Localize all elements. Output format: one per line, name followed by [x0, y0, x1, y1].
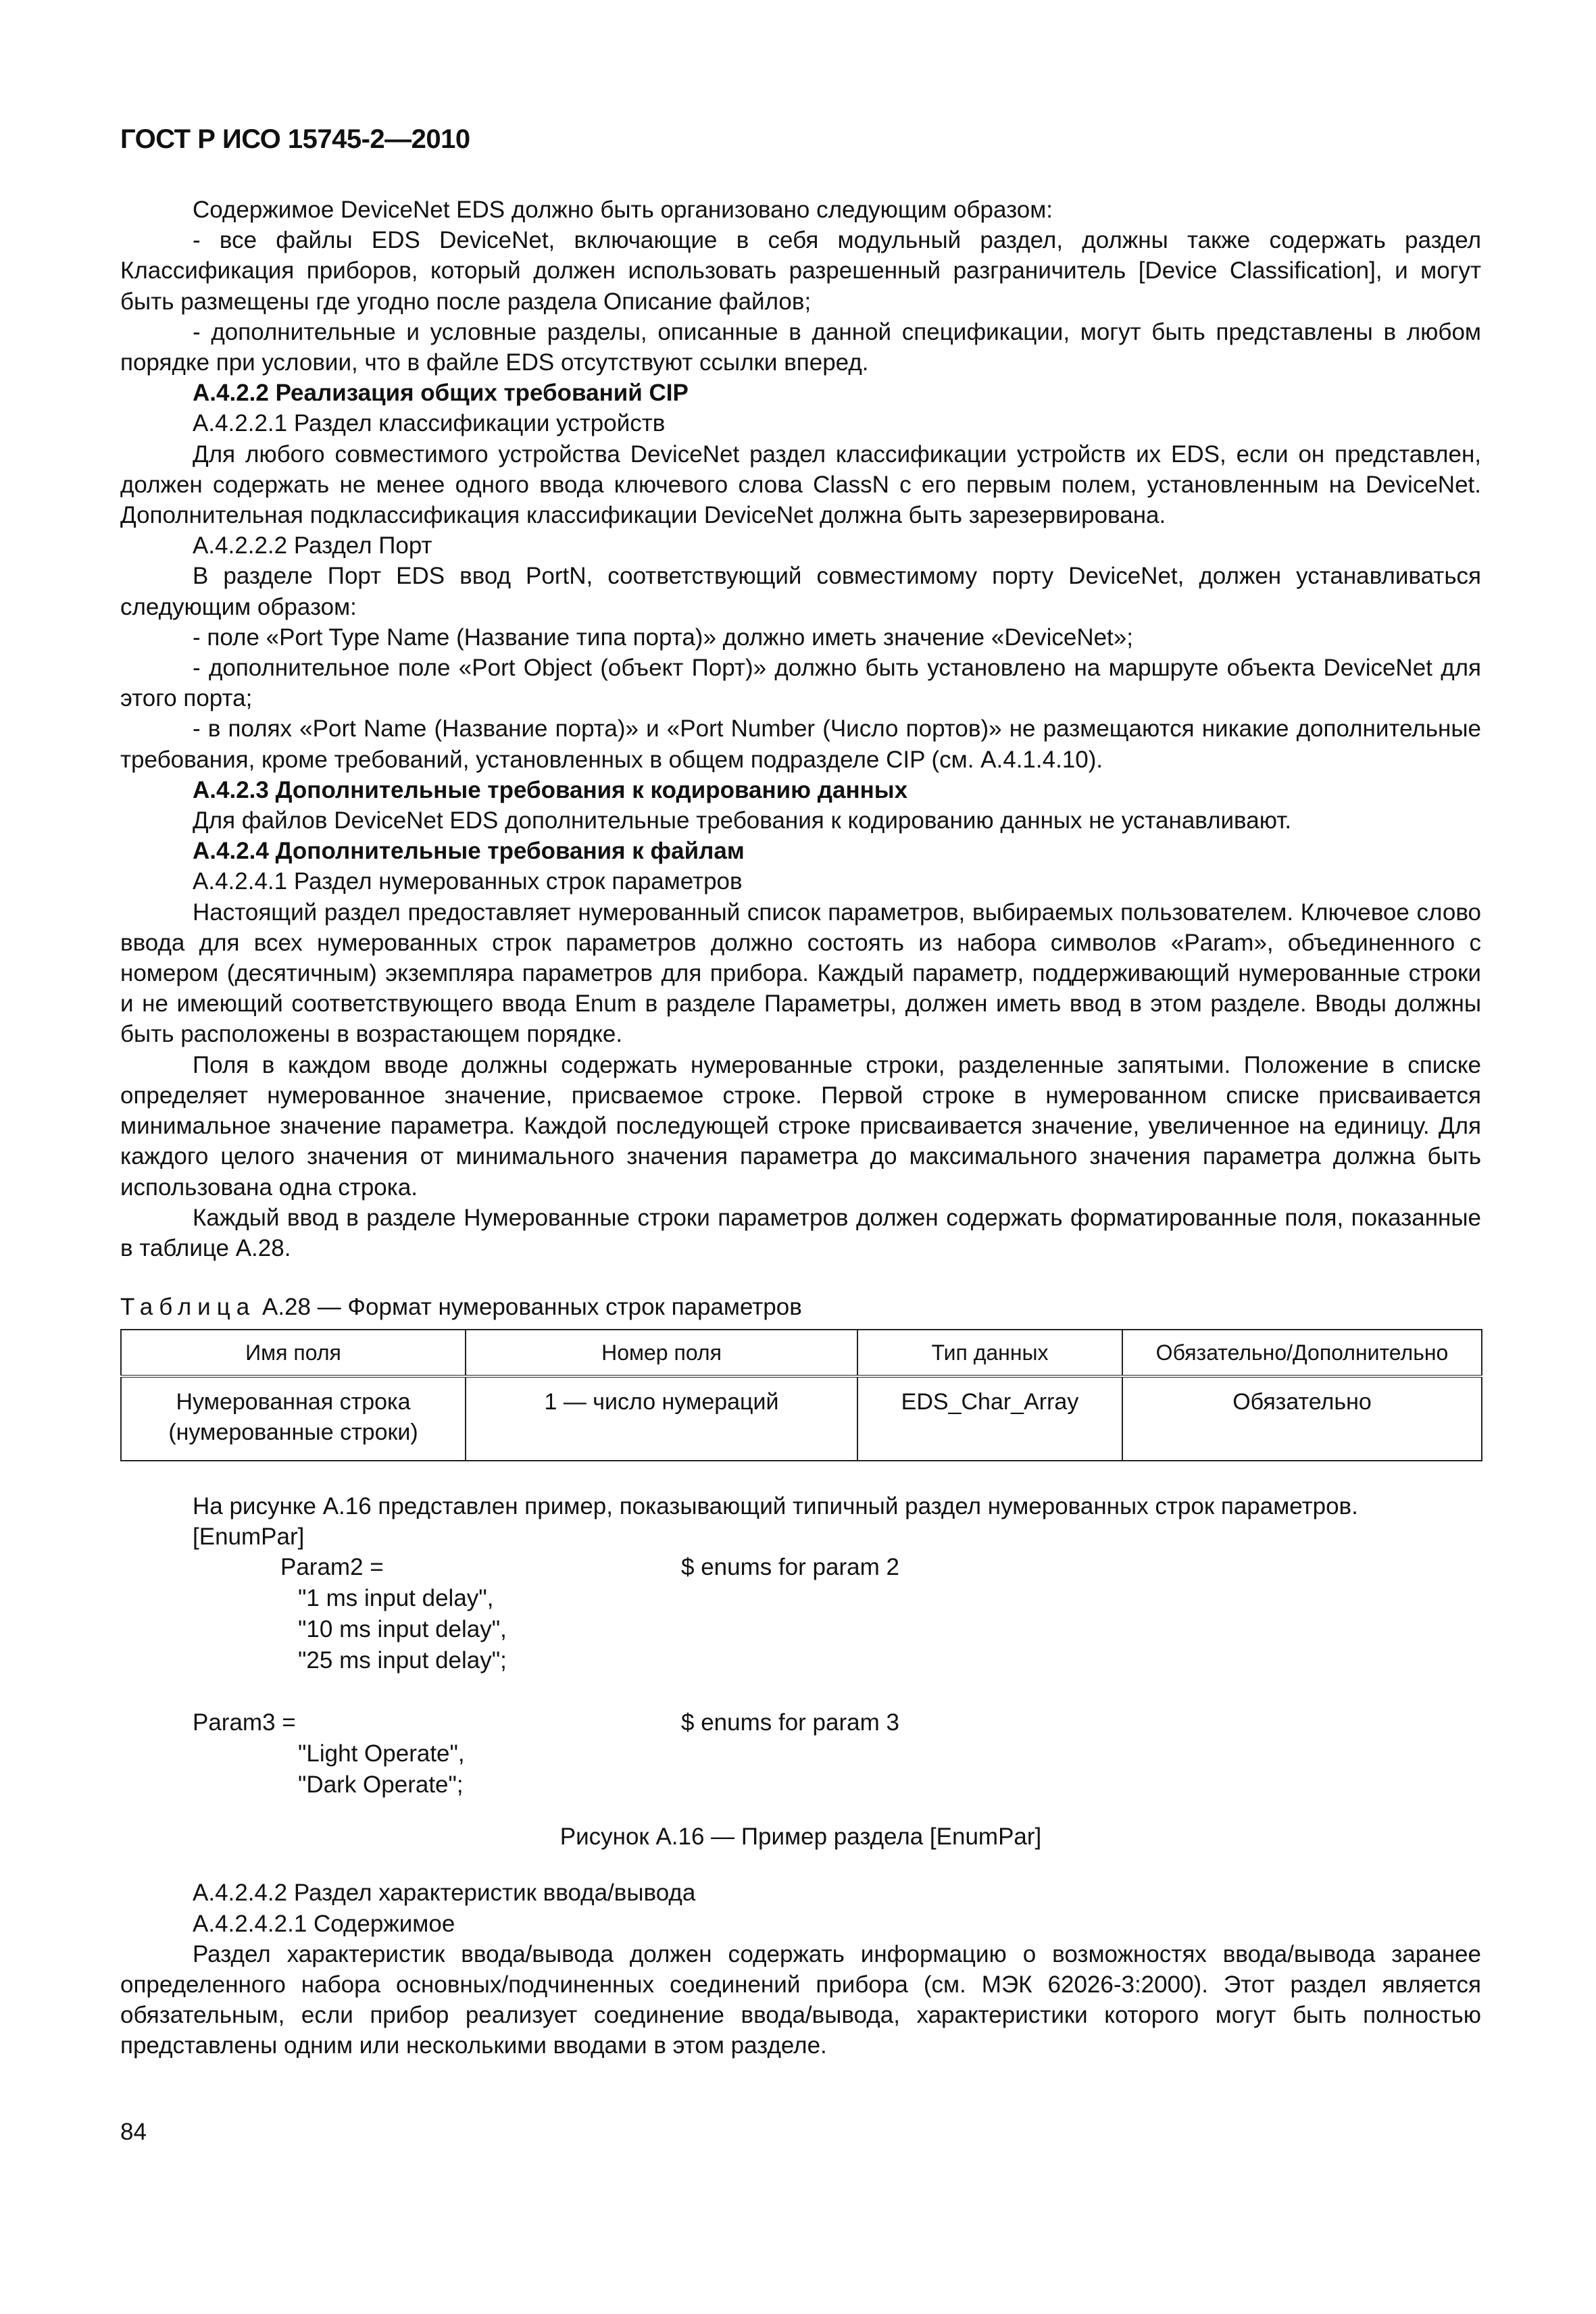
- subsection-heading: А.4.2.2.2 Раздел Порт: [193, 532, 432, 559]
- page-body: [120, 195, 1481, 2061]
- section-heading: А.4.2.2 Реализация общих требований CIP: [193, 380, 689, 407]
- table-row: [121, 1376, 1482, 1461]
- paragraph: - дополнительное поле «Port Object (объект Порт)» должно быть установлено на маршруте объекта DeviceNet для этого порта;: [120, 655, 1481, 712]
- code-line: Param2 =: [280, 1554, 384, 1581]
- document-header: ГОСТ Р ИСО 15745-2—2010: [120, 124, 470, 154]
- page-number: 84: [120, 2119, 147, 2145]
- paragraph: Для любого совместимого устройства DeviceNet раздел классификации устройств их EDS, если он представлен, должен содержать не менее одного ввода ключевого слова ClassN с его первым полем, установленным на DeviceNet. Дополнительная подклассификация классификации DeviceNet должна быть зарезервирована.: [120, 441, 1481, 529]
- subsection-heading: А.4.2.2.1 Раздел классификации устройств: [193, 410, 666, 437]
- table-cell: 1 — число нумераций: [466, 1376, 857, 1461]
- code-line: "10 ms input delay",: [298, 1616, 507, 1643]
- enumpar-example: [120, 1521, 1481, 1799]
- code-line: "1 ms input delay",: [298, 1585, 494, 1612]
- table-caption: [120, 1292, 1481, 1322]
- table-header-cell: Тип данных: [857, 1330, 1122, 1376]
- paragraph: Содержимое DeviceNet EDS должно быть организовано следующим образом:: [193, 197, 1053, 223]
- table-header-cell: Имя поля: [121, 1330, 466, 1376]
- paragraph: В разделе Порт EDS ввод PortN, соответствующий совместимому порту DeviceNet, должен устанавливаться следующим образом:: [120, 563, 1481, 620]
- section-heading: А.4.2.4 Дополнительные требования к файлам: [193, 838, 745, 865]
- section-heading: А.4.2.3 Дополнительные требования к кодированию данных: [193, 776, 908, 803]
- paragraph: Для файлов DeviceNet EDS дополнительные требования к кодированию данных не устанавливают.: [193, 807, 1292, 834]
- paragraph: - поле «Port Type Name (Название типа порта)» должно иметь значение «DeviceNet»;: [193, 624, 1133, 651]
- paragraph: Настоящий раздел предоставляет нумерованный список параметров, выбираемых пользователем. Ключевое слово ввода для всех нумерованных строк параметров должно состоять из набора символов «Param», объединенного с номером (десятичным) экземпляра параметров для прибора. Каждый параметр, поддерживающий нумерованные строки и не имеющий соответствующего ввода Enum в разделе Параметры, должен иметь ввод в этом разделе. Вводы должны быть расположены в возрастающем порядке.: [120, 899, 1481, 1048]
- code-line: Param3 =: [193, 1709, 296, 1736]
- paragraph: Раздел характеристик ввода/вывода должен содержать информацию о возможностях ввода/вывода заранее определенного набора основных/подчиненных соединений прибора (см. МЭК 62026-3:2000). Этот раздел является обязательным, если прибор реализует соединение ввода/вывода, характеристики которого могут быть полностью представлены одним или несколькими вводами в этом разделе.: [120, 1940, 1481, 2059]
- paragraph: Каждый ввод в разделе Нумерованные строки параметров должен содержать форматированные поля, показанные в таблице А.28.: [120, 1204, 1481, 1261]
- subsection-heading: А.4.2.4.2.1 Содержимое: [193, 1910, 455, 1937]
- subsection-heading: А.4.2.4.1 Раздел нумерованных строк параметров: [193, 868, 743, 895]
- code-line: "25 ms input delay";: [298, 1647, 507, 1674]
- table-header-cell: Номер поля: [466, 1330, 857, 1376]
- code-line: "Light Operate",: [298, 1740, 465, 1767]
- paragraph: Поля в каждом вводе должны содержать нумерованные строки, разделенные запятыми. Положение в списке определяет нумерованное значение, присваемое строке. Первой строке в нумерованном списке присваивается минимальное значение параметра. Каждой последующей строке присваивается значение, увеличенное на единицу. Для каждого целого значения от минимального значения параметра до максимального значения параметра должна быть использована одна строка.: [120, 1051, 1481, 1201]
- paragraph: - все файлы EDS DeviceNet, включающие в себя модульный раздел, должны также содержать раздел Классификация приборов, который должен использовать разрешенный разграничитель [Device Classification], и могут быть размещены где угодно после раздела Описание файлов;: [120, 227, 1481, 315]
- paragraph: - дополнительные и условные разделы, описанные в данной спецификации, могут быть представлены в любом порядке при условии, что в файле EDS отсутствуют ссылки вперед.: [120, 318, 1481, 376]
- subsection-heading: А.4.2.4.2 Раздел характеристик ввода/вывода: [193, 1880, 696, 1907]
- table-cell: Обязательно: [1122, 1376, 1482, 1461]
- table-caption-text: А.28 — Формат нумерованных строк параметров: [261, 1294, 802, 1321]
- table-cell: Нумерованная строка (нумерованные строки): [121, 1376, 466, 1461]
- code-section-keyword: [EnumPar]: [193, 1524, 305, 1551]
- paragraph: На рисунке А.16 представлен пример, показывающий типичный раздел нумерованных строк параметров.: [193, 1493, 1358, 1520]
- paragraph: - в полях «Port Name (Название порта)» и «Port Number (Число портов)» не размещаются никакие дополнительные требования, кроме требований, установленных в общем подразделе CIP (см. А.4.1.4.10).: [120, 715, 1481, 773]
- code-comment: $ enums for param 2: [681, 1554, 899, 1581]
- enum-format-table: [120, 1329, 1482, 1461]
- table-caption-label: Таблица: [120, 1294, 256, 1321]
- table-header-cell: Обязательно/Дополнительно: [1122, 1330, 1482, 1376]
- code-line: "Dark Operate";: [298, 1771, 464, 1799]
- table-cell: EDS_Char_Array: [857, 1376, 1122, 1461]
- figure-caption: Рисунок А.16 — Пример раздела [EnumPar]: [559, 1823, 1042, 1851]
- code-comment: $ enums for param 3: [681, 1709, 899, 1736]
- table-header-row: [121, 1330, 1482, 1376]
